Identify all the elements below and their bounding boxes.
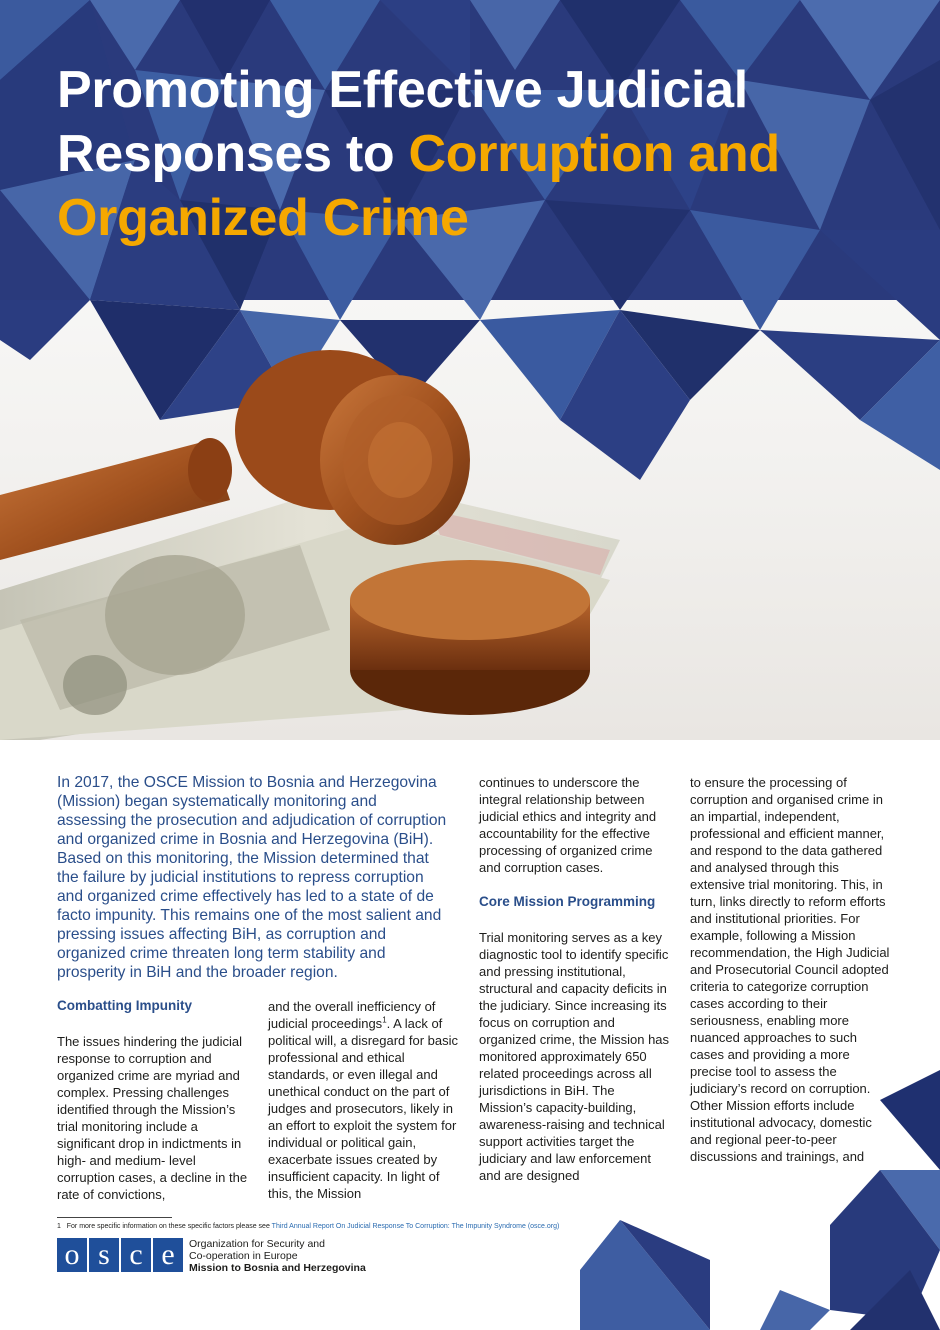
intro-paragraph: In 2017, the OSCE Mission to Bosnia and Herzegovina (Mission) began systematically monitoring and assessing the prosecution and adjudication of corruption and organized crime in Bosnia and Herzegovina (BiH). Based on this monitoring, the Mission determined that the failure by judicial institutions to repress corruption and organized crime effectively has led to a state of de facto impunity. This remains one of the most salient and pressing issues affecting BiH, as corruption and organized crime threaten long term stability and prosperity in BiH and the broader region. [57, 774, 447, 981]
footnote-divider [57, 1217, 172, 1218]
logo-letter: o [57, 1238, 87, 1272]
logo-letter: e [153, 1238, 183, 1272]
logo-line-2: Co-operation in Europe [189, 1250, 298, 1262]
title-white: Promoting Effective Judicial Responses to [57, 61, 748, 183]
logo-line-3: Mission to Bosnia and Herzegovina [189, 1262, 366, 1274]
corner-triangle-pattern [580, 1060, 940, 1330]
footnote [57, 1223, 559, 1230]
heading-core-mission-programming: Core Mission Programming [479, 894, 656, 909]
column-2-text-a: and the overall inefficiency of judicial proceedings [268, 999, 436, 1031]
column-4-text: to ensure the processing of corruption and organised crime in an impartial, independent, professional and efficient manner, and respond to the data gathered and analysed through this extensive trial monitoring. This, in turn, links directly to reform efforts and institutional priorities. For example, following a Mission recommendation, the High Judicial and Prosecutorial Council adopted criteria to categorize corruption cases according to their seriousness, enabling more nuanced approaches to such cases and providing a more precise tool to assess the judiciary’s record on corruption. Other Mission efforts include institutional advocacy, domestic and regional peer-to-peer discussions and trainings, and [690, 775, 890, 1164]
page-title [57, 58, 877, 250]
footnote-link[interactable]: Third Annual Report On Judicial Response To Corruption: The Impunity Syndrome (osce.org) [271, 1223, 560, 1230]
logo-letter: s [89, 1238, 119, 1272]
column-2-text [268, 998, 460, 1202]
column-1-text: The issues hindering the judicial response to corruption and organized crime are myriad and complex. Pressing challenges identified through the Mission’s trial monitoring include a significant drop in indictments in high- and medium- level corruption cases, a decline in the rate of convictions, [57, 1034, 248, 1202]
column-3-top-text: continues to underscore the integral relationship between judicial ethics and integrity and accountability for the effective processing of organized crime and corruption cases. [479, 775, 657, 875]
footnote-number: 1 [57, 1223, 61, 1230]
logo-text [189, 1238, 366, 1274]
title-accent: Corruption and Organized Crime [57, 125, 780, 247]
footnote-ref: 1 [382, 1015, 387, 1025]
footnote-text: For more specific information on these specific factors please see [66, 1223, 272, 1230]
osce-logo [57, 1238, 366, 1274]
logo-line-1: Organization for Security and [189, 1238, 325, 1250]
column-3-text: Trial monitoring serves as a key diagnostic tool to identify specific and pressing institutional, structural and capacity deficits in the judiciary. Since increasing its focus on corruption and organized crime, the Mission has monitored approximately 650 related proceedings across all jurisdictions in BiH. The Mission’s capacity-building, awareness-raising and technical support activities target the judiciary and law enforcement and are designed [479, 930, 670, 1183]
column-2-text-b: . A lack of political will, a disregard for basic professional and ethical standards, or even illegal and unethical conduct on the part of judges and prosecutors, likely in an effort to exploit the system for individual or political gain, exacerbate issues created by insufficient capacity. In light of this, the Mission [268, 1016, 459, 1201]
heading-combatting-impunity: Combatting Impunity [57, 998, 192, 1013]
logo-letter: c [121, 1238, 151, 1272]
gavel-money-photo [0, 330, 940, 740]
logo-letter-boxes [57, 1238, 183, 1272]
